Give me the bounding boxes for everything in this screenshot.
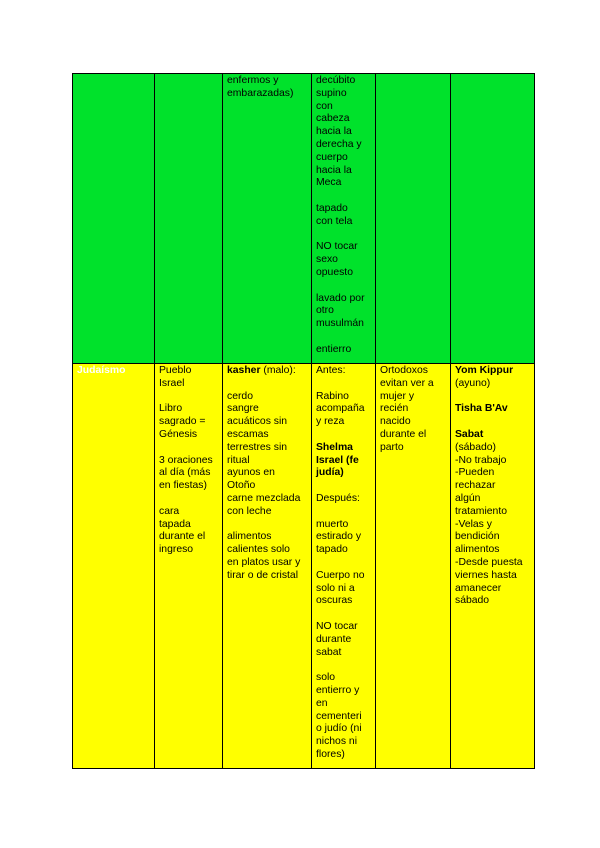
- cell-text: alimentos: [455, 544, 500, 556]
- cell-text: hacia la: [316, 164, 352, 176]
- cell-text: -Pueden: [455, 467, 495, 479]
- cell-text: en platos usar y: [227, 556, 301, 568]
- kasher-heading: [227, 365, 308, 378]
- cell-birth: [376, 364, 451, 769]
- cell-text: escamas: [227, 428, 269, 440]
- cell-birth: [376, 74, 451, 364]
- shelma-text: Shelma: [316, 441, 353, 453]
- cell-holidays: [451, 74, 535, 364]
- cell-text: NO tocar: [316, 241, 358, 253]
- cell-religion: [73, 364, 155, 769]
- cell-text: terrestres sin: [227, 441, 288, 453]
- cell-text: Después:: [316, 492, 360, 504]
- cell-text: sabat: [316, 646, 342, 658]
- cell-text: muerto: [316, 518, 349, 530]
- table-row-judaism: [73, 364, 535, 769]
- cell-text: y reza: [316, 416, 345, 428]
- cell-text: entierro: [316, 343, 352, 355]
- cell-text: ayunos en: [227, 467, 275, 479]
- cell-text: recién: [380, 403, 409, 415]
- cell-text: sábado: [455, 595, 490, 607]
- table-row-islam-continued: [73, 74, 535, 364]
- cell-text: algún: [455, 492, 481, 504]
- cell-text: embarazadas): [227, 87, 294, 99]
- cell-text: solo ni a: [316, 582, 355, 594]
- cell-text: sangre: [227, 403, 259, 415]
- cell-text: flores): [316, 748, 345, 760]
- cell-general: [155, 364, 223, 769]
- cell-text: sagrado =: [159, 416, 206, 428]
- cell-text: solo: [316, 672, 336, 684]
- cell-text: Génesis: [159, 428, 198, 440]
- cell-text: nichos ni: [316, 736, 358, 748]
- cell-text: en: [316, 697, 328, 709]
- cell-text: cuerpo: [316, 151, 348, 163]
- cell-text: entierro y: [316, 684, 360, 696]
- cell-text: Libro: [159, 403, 183, 415]
- cell-text: tapado: [316, 202, 348, 214]
- holiday-name: Yom Kippur: [455, 365, 514, 376]
- cell-general: [155, 74, 223, 364]
- cell-text: lavado por: [316, 292, 365, 304]
- cell-text: enfermos y: [227, 75, 279, 86]
- cell-text: oscuras: [316, 595, 353, 607]
- cell-text: al día (más: [159, 467, 211, 479]
- shelma-text: Israel (fe: [316, 454, 359, 466]
- cell-text: -No trabajo: [455, 454, 507, 466]
- cell-text: durante el: [159, 531, 206, 543]
- cell-text: viernes hasta: [455, 569, 517, 581]
- cell-text: o judío (ni: [316, 723, 362, 735]
- cell-text: nacido: [380, 416, 411, 428]
- cell-text: con tela: [316, 215, 353, 227]
- cell-diet: [223, 74, 312, 364]
- cell-text: derecha y: [316, 138, 362, 150]
- cell-text: alimentos: [227, 531, 272, 543]
- cell-text: (ayuno): [455, 377, 491, 389]
- cell-text: durante el: [380, 428, 427, 440]
- cell-text: en fiestas): [159, 480, 207, 492]
- cell-death: [312, 74, 376, 364]
- cell-text: con: [316, 100, 333, 112]
- cell-text: Pueblo: [159, 365, 192, 376]
- cell-text: amanecer: [455, 582, 502, 594]
- cell-text: ingreso: [159, 544, 194, 556]
- cell-text: cabeza: [316, 113, 350, 125]
- cell-text: tratamiento: [455, 505, 507, 517]
- cell-text: Israel: [159, 377, 185, 389]
- cell-text: decúbito: [316, 75, 356, 86]
- cell-text: opuesto: [316, 266, 353, 278]
- cell-text: tirar o de cristal: [227, 569, 299, 581]
- cell-text: Meca: [316, 177, 342, 189]
- cell-text: 3 oraciones: [159, 454, 213, 466]
- shelma-text: judía): [316, 467, 344, 479]
- cell-text: acuáticos sin: [227, 416, 288, 428]
- cell-text: bendición: [455, 531, 500, 543]
- cell-text: hacia la: [316, 126, 352, 138]
- cell-text: carne mezclada: [227, 492, 301, 504]
- cell-text: (sábado): [455, 441, 497, 453]
- cell-text: rechazar: [455, 480, 496, 492]
- cell-text: cerdo: [227, 390, 253, 402]
- cell-text: Cuerpo no: [316, 569, 365, 581]
- cell-text: supino: [316, 87, 347, 99]
- cell-text: -Desde puesta: [455, 556, 523, 568]
- cell-text: evitan ver a: [380, 377, 434, 389]
- cell-text: (malo):: [260, 365, 296, 376]
- cell-text: calientes solo: [227, 544, 290, 556]
- cell-text: sexo: [316, 254, 338, 266]
- holiday-name: Sabat: [455, 428, 484, 440]
- holiday-name: Tisha B'Av: [455, 403, 508, 415]
- cell-text: estirado y: [316, 531, 362, 543]
- cell-text: Antes:: [316, 365, 346, 376]
- cell-text: durante: [316, 633, 352, 645]
- cell-text: tapada: [159, 518, 191, 530]
- cell-text: con leche: [227, 505, 272, 517]
- cell-text: ritual: [227, 454, 250, 466]
- cell-text: cementeri: [316, 710, 362, 722]
- cell-text: parto: [380, 441, 404, 453]
- cell-diet: [223, 364, 312, 769]
- cell-religion: [73, 74, 155, 364]
- cell-text: cara: [159, 505, 180, 517]
- cell-death: [312, 364, 376, 769]
- cell-text: Otoño: [227, 480, 256, 492]
- cell-text: -Velas y: [455, 518, 492, 530]
- kasher-term: kasher: [227, 365, 261, 376]
- religion-name: Judaísmo: [77, 365, 126, 376]
- cell-text: Ortodoxos: [380, 365, 428, 376]
- cell-text: NO tocar: [316, 620, 358, 632]
- cell-text: musulmán: [316, 318, 364, 330]
- cell-text: otro: [316, 305, 334, 317]
- cell-text: mujer y: [380, 390, 415, 402]
- cell-text: Rabino: [316, 390, 349, 402]
- cell-holidays: [451, 364, 535, 769]
- cell-text: tapado: [316, 544, 348, 556]
- cell-text: acompaña: [316, 403, 365, 415]
- religion-practices-table: [72, 73, 535, 769]
